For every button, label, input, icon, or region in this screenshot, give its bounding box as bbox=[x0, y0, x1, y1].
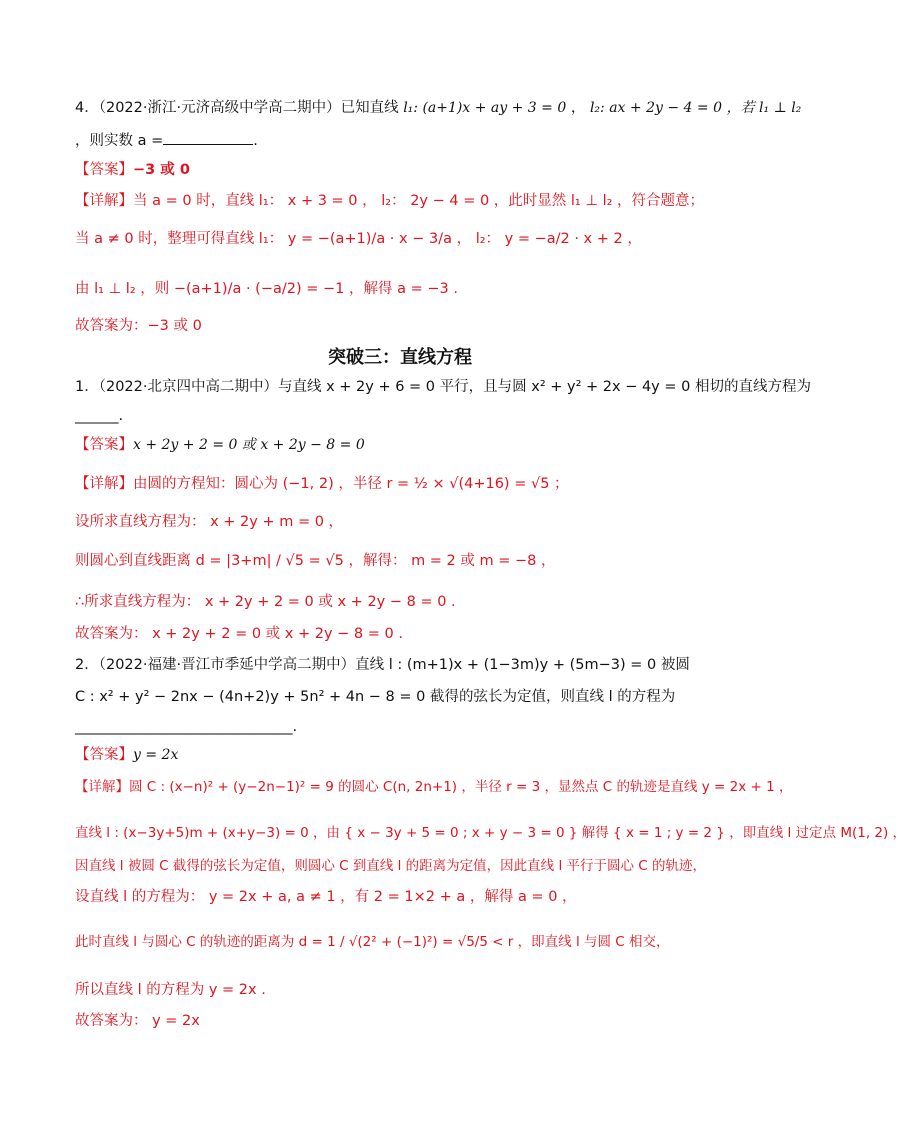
q2-stem-line1: 2．（2022·福建·晋江市季延中学高二期中）直线 l : (m+1)x + (1−3m)y + (5m−3) = 0 被圆 bbox=[75, 657, 690, 673]
q4-answer: −3 或 0 bbox=[133, 162, 190, 178]
q1-answer-tag: 【答案】 bbox=[75, 437, 133, 453]
q4-stem-line2 bbox=[75, 133, 730, 150]
q1-detail-line1: 【详解】由圆的方程知：圆心为 (−1, 2) ，半径 r = ½ × √(4+16) = √5 ； bbox=[75, 476, 569, 492]
q4-detail-line2: 当 a ≠ 0 时，整理可得直线 l₁： y = −(a+1)/a · x − 3/a ， l₂： y = −a/2 · x + 2 ， bbox=[75, 231, 642, 247]
q1-stem-line2: ______. bbox=[75, 408, 124, 424]
q4-stem-l2: l₂: ax + 2y − 4 = 0 bbox=[589, 100, 722, 116]
q4-stem-sep: ， bbox=[570, 100, 586, 116]
q1-final-line: 故答案为： x + 2y + 2 = 0 或 x + 2y − 8 = 0 . bbox=[75, 626, 403, 642]
q4-answer-blank bbox=[163, 144, 253, 145]
section-title: 突破三：直线方程 bbox=[328, 347, 472, 368]
q1-detail-line3: 则圆心到直线距离 d = |3+m| / √5 = √5 ，解得： m = 2 或 m = −8 ， bbox=[75, 553, 556, 569]
q1-stem-line1: 1．（2022·北京四中高二期中）与直线 x + 2y + 6 = 0 平行，且与圆 x² + y² + 2x − 4y = 0 相切的直线方程为 bbox=[75, 379, 811, 395]
q1-detail-line2: 设所求直线方程为： x + 2y + m = 0 ， bbox=[75, 514, 344, 530]
q4-stem-l1: l₁: (a+1)x + ay + 3 = 0 bbox=[403, 100, 567, 116]
q1-detail-line4: ∴所求直线方程为： x + 2y + 2 = 0 或 x + 2y − 8 = 0 . bbox=[75, 594, 456, 610]
q2-detail-line5: 此时直线 l 与圆心 C 的轨迹的距离为 d = 1 / √(2² + (−1)²) = √5/5 < r ，即直线 l 与圆 C 相交， bbox=[75, 934, 670, 950]
q2-final-line: 故答案为： y = 2x bbox=[75, 1013, 200, 1029]
q4-detail-line1 bbox=[75, 193, 730, 210]
q4-final: 故答案为：−3 或 0 bbox=[75, 318, 202, 334]
q1-answer-line bbox=[75, 437, 730, 454]
q4-stem-cond: ，若 l₁ ⊥ l₂ bbox=[726, 100, 802, 116]
q2-answer: y = 2x bbox=[133, 747, 179, 763]
q2-stem-line2: C : x² + y² − 2nx − (4n+2)y + 5n² + 4n − 8 = 0 截得的弦长为定值，则直线 l 的方程为 bbox=[75, 689, 676, 705]
q2-detail-line2: 直线 l : (x−3y+5)m + (x+y−3) = 0 ，由 { x − 3y + 5 = 0 ; x + y − 3 = 0 } 解得 { x = 1 ; y = 2 } ，即直线 l 过定点 M(1, 2) ， bbox=[75, 825, 906, 841]
q4-stem-prefix: 4．（2022·浙江·元济高级中学高二期中）已知直线 bbox=[75, 100, 399, 116]
q2-stem-line3: ______________________________. bbox=[75, 719, 298, 735]
q4-detail-tag: 【详解】 bbox=[75, 193, 133, 209]
q4-stem-line2-text: ，则实数 a = bbox=[75, 133, 164, 149]
q4-final-line bbox=[75, 318, 730, 335]
q2-detail-line4: 设直线 l 的方程为： y = 2x + a, a ≠ 1 ，有 2 = 1×2 + a ，解得 a = 0 ， bbox=[75, 889, 577, 905]
q4-detail1: 当 a = 0 时，直线 l₁： x + 3 = 0 ， l₂： 2y − 4 = 0 ，此时显然 l₁ ⊥ l₂ ，符合题意； bbox=[133, 193, 705, 209]
q4-detail-line3: 由 l₁ ⊥ l₂ ，则 −(a+1)/a · (−a/2) = −1 ，解得 a = −3 . bbox=[75, 281, 458, 297]
q4-answer-line bbox=[75, 162, 730, 179]
q4-answer-tag: 【答案】 bbox=[75, 162, 133, 178]
q2-detail-line3: 因直线 l 被圆 C 截得的弦长为定值，则圆心 C 到直线 l 的距离为定值，因此直线 l 平行于圆心 C 的轨迹， bbox=[75, 858, 707, 874]
q4-stem-line1 bbox=[75, 100, 802, 117]
q2-answer-line bbox=[75, 747, 730, 764]
q2-detail-line6: 所以直线 l 的方程为 y = 2x . bbox=[75, 982, 266, 998]
q2-detail-line1: 【详解】圆 C : (x−n)² + (y−2n−1)² = 9 的圆心 C(n, 2n+1) ，半径 r = 3 ，显然点 C 的轨迹是直线 y = 2x + 1 ， bbox=[75, 779, 793, 795]
q1-answer: x + 2y + 2 = 0 或 x + 2y − 8 = 0 bbox=[133, 437, 365, 453]
q4-stem-end: . bbox=[253, 133, 258, 149]
q2-answer-tag: 【答案】 bbox=[75, 747, 133, 763]
